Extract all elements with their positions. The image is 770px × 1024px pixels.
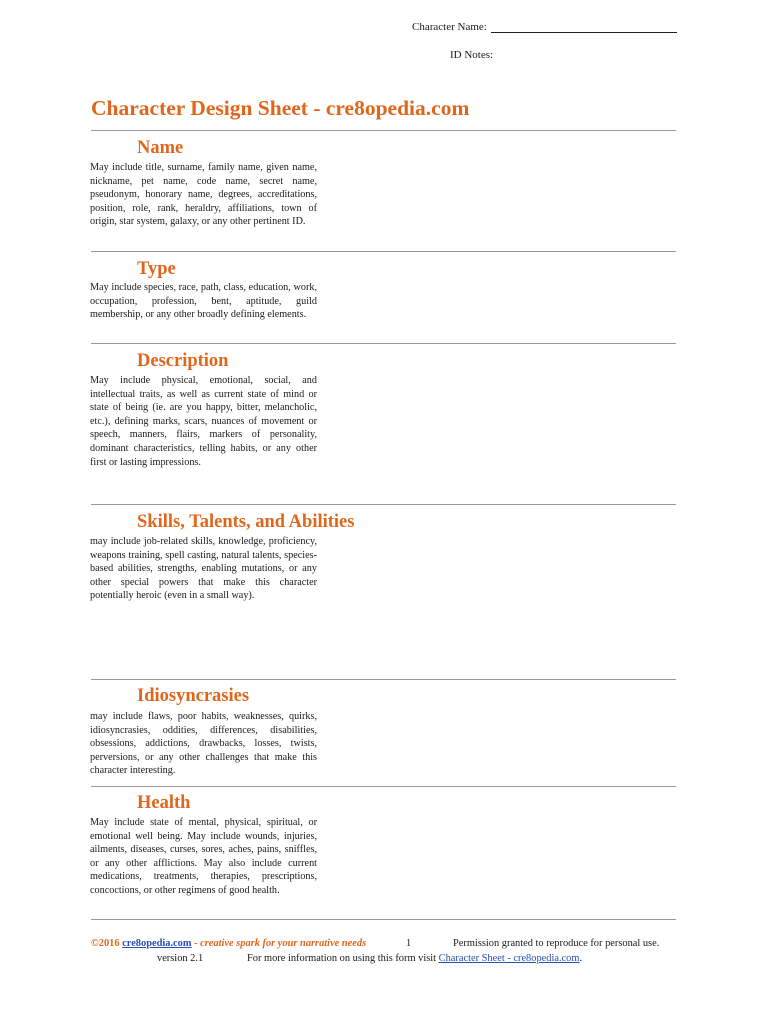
section-description-heading: Description xyxy=(137,351,229,371)
section-skills-divider xyxy=(91,679,676,680)
section-idiosyncrasies-divider xyxy=(91,786,676,787)
copyright-text: ©2016 xyxy=(91,938,120,949)
page-title: Character Design Sheet - cre8opedia.com xyxy=(91,96,470,120)
section-idiosyncrasies-heading: Idiosyncrasies xyxy=(137,686,250,706)
footer-line-1 xyxy=(91,938,366,949)
id-notes-label: ID Notes: xyxy=(450,49,494,61)
permission-text: Permission granted to reproduce for personal use. xyxy=(453,938,660,949)
section-idiosyncrasies-text: may include flaws, poor habits, weaknesses, quirks, idiosyncrasies, oddities, differences, disabilities, obsessions, addictions, drawbacks, losses, twists, perversions, or any other challenges that make this character interesting. xyxy=(90,711,317,777)
section-type-divider xyxy=(91,343,676,344)
footer-period: . xyxy=(579,953,583,964)
section-name-text: May include title, surname, family name, given name, nickname, pet name, code name, secret name, pseudonym, honorary name, degrees, accreditations, position, role, rank, heraldry, affiliations, town of origin, star system, galaxy, or any other pertinent ID. xyxy=(90,162,317,228)
section-description-text: May include physical, emotional, social, and intellectual traits, as well as current state of mind or state of being (ie. are you happy, bitter, melancholic, etc.), defining marks, scars, nuances of movement or speech, manners, flairs, markers of personality, dominant characteristics, telling habits, or any other first or lasting impressions. xyxy=(90,375,317,468)
section-skills-heading: Skills, Talents, and Abilities xyxy=(137,512,355,532)
footer-line-2 xyxy=(247,953,582,964)
tagline-text: - creative spark for your narrative needs xyxy=(194,938,367,949)
section-type-heading: Type xyxy=(137,259,176,279)
section-description-divider xyxy=(91,504,676,505)
title-divider xyxy=(91,130,676,131)
character-name-line[interactable] xyxy=(491,21,677,33)
section-name-heading: Name xyxy=(137,138,184,158)
more-info-text: For more information on using this form visit xyxy=(247,953,437,964)
section-name-divider xyxy=(91,251,676,252)
character-sheet-link[interactable]: Character Sheet - cre8opedia.com xyxy=(438,953,580,964)
section-health-text: May include state of mental, physical, spiritual, or emotional well being. May include wounds, injuries, ailments, diseases, curses, sores, aches, pains, sniffles, or any other afflictions. May also include current medications, treatments, therapies, prescriptions, concoctions, or other regimens of good health. xyxy=(90,817,317,896)
section-skills-text: may include job-related skills, knowledge, proficiency, weapons training, spell casting, natural talents, species-based abilities, strengths, enabling mutations, or any other special powers that make this character potentially heroic (even in a small way). xyxy=(90,536,317,602)
character-name-field[interactable] xyxy=(412,21,677,33)
page-number: 1 xyxy=(406,938,412,949)
version-text: version 2.1 xyxy=(157,953,204,964)
section-health-divider xyxy=(91,919,676,920)
site-link[interactable]: cre8opedia.com xyxy=(122,938,192,949)
section-type-text: May include species, race, path, class, education, work, occupation, profession, bent, aptitude, guild membership, or any other broadly defining elements. xyxy=(90,282,317,321)
character-name-label: Character Name: xyxy=(412,21,487,33)
section-health-heading: Health xyxy=(137,793,191,813)
